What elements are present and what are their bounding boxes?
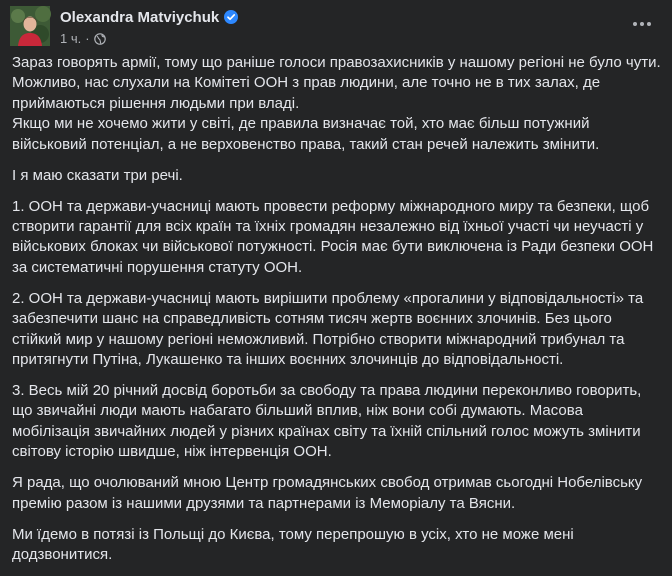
meta-separator: · xyxy=(85,31,90,46)
post-header xyxy=(0,0,672,50)
post-text-line: Ми їдемо в потязі із Польщі до Києва, тому перепрошую в усіх, хто не може мені xyxy=(12,525,574,543)
post-text-line: забезпечити шанс на справедливість сотням тисяч жертв воєнних злочинів. Без цього xyxy=(12,310,612,328)
post-meta xyxy=(60,31,106,46)
post-paragraph xyxy=(12,289,664,371)
post-text-line: приймаються рішення людьми при владі. xyxy=(12,94,300,112)
post-text-line: за систематичні порушення статуту ООН. xyxy=(12,258,303,276)
author-avatar[interactable] xyxy=(10,6,50,46)
post-text-line: І я маю сказати три речі. xyxy=(12,166,183,184)
post-text-line: світову історію швидше, ніж інтервенція ООН. xyxy=(12,443,332,461)
post-text-line: що звичайні люди мають набагато більший вплив, ніж вони собі думають. Масова xyxy=(12,402,583,420)
post-text-line: мобілізація звичайних людей у різних країнах світу та їхній спільний голос можуть змінити xyxy=(12,422,641,440)
globe-icon[interactable] xyxy=(94,33,106,45)
author-name[interactable]: Olexandra Matviychuk xyxy=(60,9,220,26)
post-text-line: 3. Весь мій 20 річний досвід боротьби за свободу та права людини переконливо говорить, xyxy=(12,382,642,400)
more-options-icon xyxy=(633,22,637,26)
more-options-icon xyxy=(640,22,644,26)
post-text-line: Якщо ми не хочемо жити у світі, де правила визначає той, хто має більш потужний xyxy=(12,115,590,133)
post-paragraph xyxy=(12,197,664,279)
post-timestamp[interactable]: 1 ч. xyxy=(60,31,82,46)
post-text-line: додзвонитися. xyxy=(12,546,113,564)
avatar-image xyxy=(10,6,50,46)
post-text-line: 2. ООН та держави-учасниці мають вирішити проблему «прогалини у відповідальності» та xyxy=(12,289,644,307)
more-options-button[interactable] xyxy=(624,6,660,42)
post-text-line: Можливо, нас слухали на Комітеті ООН з прав людини, але точно не в тих залах, де xyxy=(12,74,601,92)
post-paragraph xyxy=(12,166,664,186)
post-text-line: стійкий мир у нашому регіоні неможливий. Потрібно створити міжнародний трибунал та xyxy=(12,330,625,348)
post-text-line: військових блоках чи військової потужності. Росія має бути виключена із Ради безпеки ООН xyxy=(12,238,654,256)
post-text-line: військовий потенціал, а не верховенство права, такий стан речей належить змінити. xyxy=(12,135,600,153)
post-text-line: притягнути Путіна, Лукашенко та інших воєнних злочинців до відповідальності. xyxy=(12,351,564,369)
post-paragraph xyxy=(12,525,664,566)
post-paragraph xyxy=(12,473,664,514)
post-paragraph xyxy=(12,381,664,463)
more-options-icon xyxy=(647,22,651,26)
post-text xyxy=(12,53,664,576)
verified-badge-icon xyxy=(224,10,238,24)
post-text-line: створити гарантії для всіх країн та їхніх громадян незалежно від їхньої участі чи неучасті у xyxy=(12,218,644,236)
post-text-line: Зараз говорять армії, тому що раніше голоси правозахисників у нашому регіоні не було чути. xyxy=(12,54,661,71)
post-text-line: Я рада, що очолюваний мною Центр громадянських свобод отримав сьогодні Нобелівську xyxy=(12,474,643,492)
post-text-line: 1. ООН та держави-учасниці мають провести реформу міжнародного миру та безпеки, щоб xyxy=(12,197,650,215)
post-paragraph xyxy=(12,53,664,155)
post-text-line: премію разом із нашими друзями та партнерами із Меморіалу та Вясни. xyxy=(12,494,516,512)
author-name-row xyxy=(60,9,238,27)
